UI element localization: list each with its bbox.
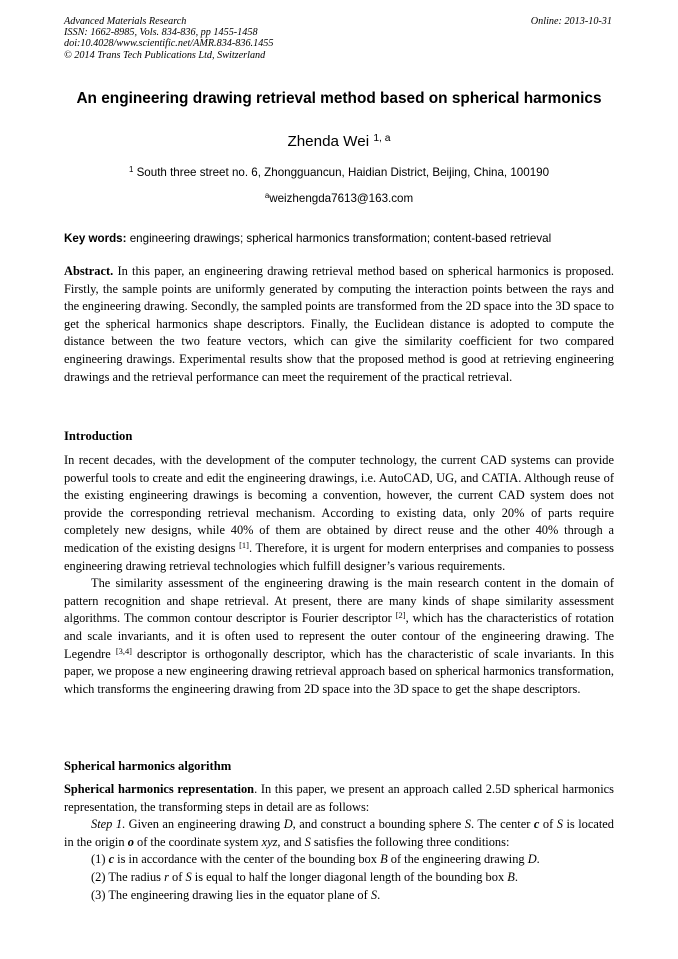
paper-title: An engineering drawing retrieval method based on spherical harmonics [76,90,602,107]
citation-2: [2] [395,610,406,621]
email-sup: a [264,191,270,201]
condition-3: (3) The engineering drawing lies in the equator plane of S. [91,887,381,902]
issn-line: ISSN: 1662-8985, Vols. 834-836, pp 1455-1458 [64,27,258,39]
introduction-body [64,452,614,698]
abstract-label: Abstract. [64,264,114,278]
affiliation-sup: 1 [128,165,134,175]
condition-2: (2) The radius r of S is equal to half the longer diagonal length of the bounding box B. [91,869,518,884]
affiliation-line [0,166,678,179]
spherical-heading: Spherical harmonics algorithm [64,759,232,773]
author-name: Zhenda Wei [287,133,370,150]
intro-paragraph-2: The similarity assessment of the engineering drawing is the main research content in the domain of pattern recognition and shape retrieval. At present, there are many kinds of shape similarity assessment algorithms. The common contour descriptor is Fourier descriptor [2], which has the characteristics of rotation and scale invariants, and it is often used to represent the outer contour of the engineering drawing. The Legendre [3,4] descriptor is orthogonally descriptor, which has the characteristic of scale invariants. In this paper, we propose a new engineering drawing retrieval approach based on spherical harmonics transformation, which transforms the engineering drawing from 2D space into the 3D space to get the shape descriptors. [64,576,614,696]
citation-1: [1] [239,539,249,550]
citation-3-4: [3,4] [115,645,132,656]
copyright-line: © 2014 Trans Tech Publications Ltd, Switzerland [64,49,266,61]
journal-name: Advanced Materials Research [64,16,187,27]
introduction-heading: Introduction [64,429,133,443]
condition-1: (1) c is in accordance with the center of the bounding box B of the engineering drawing D. [91,852,540,867]
email-line [0,192,678,205]
author-sup: 1, a [373,132,391,144]
email-text: weizhengda7613@163.com [269,192,414,205]
journal-header [64,16,273,61]
keywords [64,232,624,245]
author-line [0,133,678,150]
step-1-paragraph: Step 1. Given an engineering drawing D, and construct a bounding sphere S. The center c of S is located in the origin o of the coordinate system xyz, and S satisfies the following three conditions: [64,817,614,849]
subsection-label: Spherical harmonics representation [64,782,255,796]
abstract [64,263,614,386]
intro-paragraph-1: In recent decades, with the development of the computer technology, the current CAD systems can provide powerful tools to create and edit the engineering drawings, i.e. AutoCAD, UG, and CATIA. Although reuse of the existing engineering drawings is becoming a convention, however, the current CAD system does not provide the corresponding retrieval mechanism. According to existing data, only 20% of parts require completely new designs, while 40% of them are obtained by direct reuse and the other 40% through a medication of the existing designs [1]. Therefore, it is urgent for modern enterprises and companies to possess engineering drawing retrieval technologies which fulfill designer’s various requirements. [64,453,614,573]
spherical-paragraph: Spherical harmonics representation. In this paper, we present an approach called 2.5D spherical harmonics representation, the transforming steps in detail are as follows: [64,782,614,814]
affiliation-text: South three street no. 6, Zhongguancun, Haidian District, Beijing, China, 100190 [136,166,550,179]
abstract-text: In this paper, an engineering drawing retrieval method based on spherical harmonics is proposed. Firstly, the sample points are uniformly generated by computing the interaction points between the rays and the engineering drawing. Secondly, the sampled points are transformed from the 2D space into the 3D space to get the spherical harmonics shape descriptors. Finally, the Euclidean distance is adopted to compute the distance between the two feature vectors, which can give the similarity coefficient for two compared engineering drawings. Experimental results show that the proposed method is good at retrieving engineering drawings and the retrieval performance can meet the requirement of the practical retrieval. [64,264,614,384]
doi-line: doi:10.4028/www.scientific.net/AMR.834-836.1455 [64,38,274,50]
keywords-label: Key words: [64,232,127,245]
keywords-text: engineering drawings; spherical harmonics transformation; content-based retrieval [129,232,552,245]
online-date: Online: 2013-10-31 [530,16,612,27]
spherical-body [64,781,614,904]
